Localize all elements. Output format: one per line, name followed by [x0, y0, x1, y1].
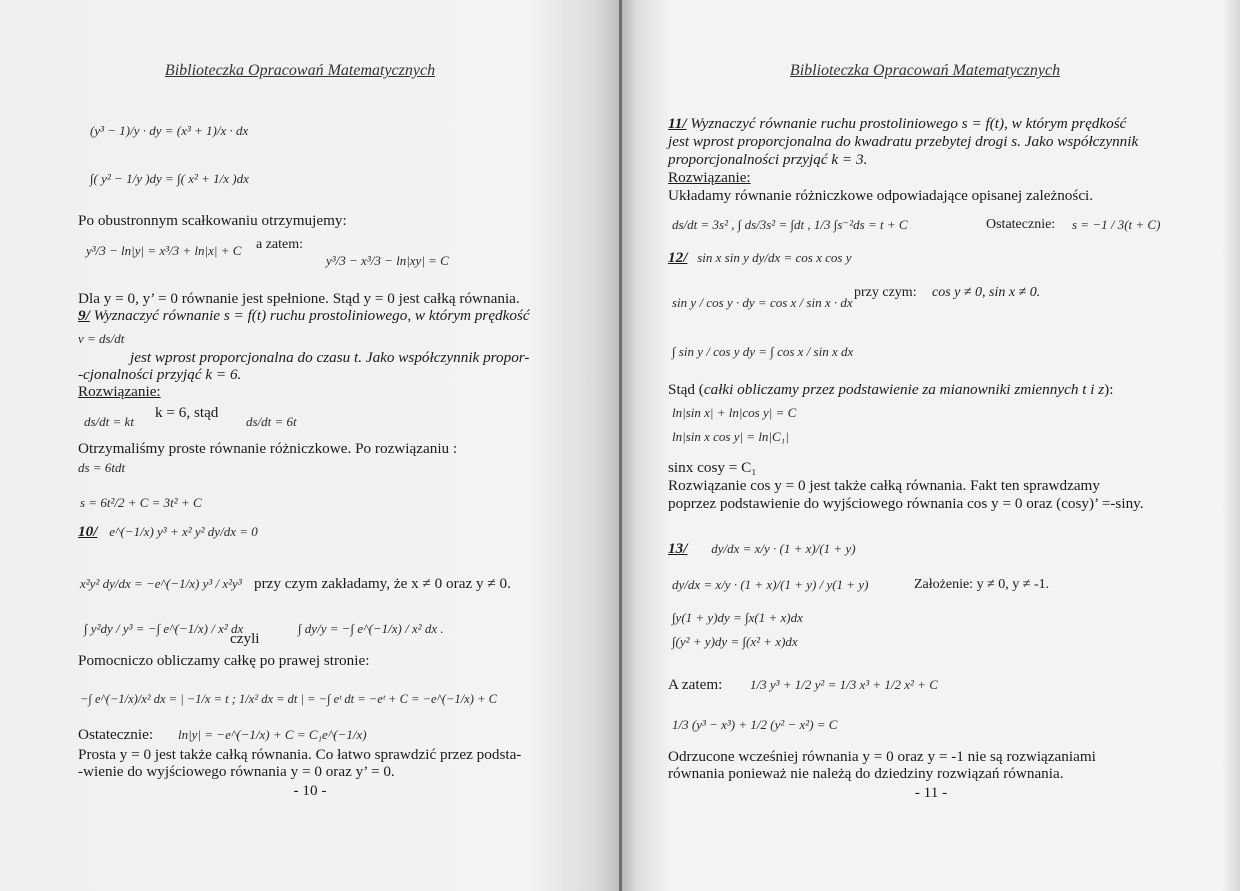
equation: ∫ dy/y = −∫ e^(−1/x) / x² dx . [298, 621, 444, 636]
text-line: przy czym zakładamy, że x ≠ 0 oraz y ≠ 0. [254, 575, 511, 592]
equation: sin x sin y dy/dx = cos x cos y [697, 250, 852, 265]
text-line: Ostatecznie: [78, 726, 154, 743]
exercise-number: 10/ [78, 523, 98, 540]
equation: ds/dt = 3s² , ∫ ds/3s² = ∫dt , 1/3 ∫s⁻²ds = t + C [672, 217, 908, 232]
page-header: Biblioteczka Opracowań Matematycznych [789, 62, 1061, 79]
text-line: a zatem: [256, 237, 304, 252]
equation: dy/dx = x/y · (1 + x)/(1 + y) [711, 541, 856, 556]
exercise-line [78, 307, 530, 324]
equation: ln|sin x| + ln|cos y| = C [672, 405, 797, 420]
equation: ds/dt = kt [84, 414, 134, 429]
equation: dy/dx = x/y · (1 + x)/(1 + y) / y(1 + y) [672, 577, 869, 592]
exercise-line [668, 249, 851, 266]
text-line: Stąd (całki obliczamy przez podstawienie za mianowniki zmiennych t i z): [668, 381, 1114, 398]
equation: ds = 6tdt [78, 460, 126, 475]
text-line: Po obustronnym scałkowaniu otrzymujemy: [78, 212, 347, 229]
equation: (y³ − 1)/y · dy = (x³ + 1)/x · dx [90, 123, 249, 138]
text-line: Dla y = 0, y’ = 0 równanie jest spełnione. Stąd y = 0 jest całką równania. [78, 290, 520, 307]
text-line: Rozwiązanie cos y = 0 jest także całką równania. Fakt ten sprawdzamy [668, 477, 1100, 494]
solution-label: Rozwiązanie: [78, 383, 161, 400]
equation: ds/dt = 6t [246, 414, 297, 429]
equation: ∫(y² + y)dy = ∫(x² + x)dx [672, 634, 798, 649]
equation: y³/3 − ln|y| = x³/3 + ln|x| + C [86, 243, 242, 258]
text-line: równania ponieważ nie należą do dziedziny rozwiązań równania. [668, 765, 1064, 782]
exercise-line [668, 115, 1126, 132]
text-line: k = 6, stąd [155, 404, 219, 421]
equation: y³/3 − x³/3 − ln|xy| = C [326, 253, 449, 268]
right-page [622, 0, 1240, 891]
text-line: Pomocniczo obliczamy całkę po prawej stronie: [78, 652, 370, 669]
text-line: sinx cosy = C₁ [668, 459, 757, 476]
exercise-number: 13/ [668, 540, 688, 557]
exercise-text: jest wprost proporcjonalna do kwadratu przebytej drogi s. Jako współczynnik [668, 133, 1139, 150]
exercise-number: 11/ [668, 115, 687, 132]
equation: 1/3 y³ + 1/2 y² = 1/3 x³ + 1/2 x² + C [750, 677, 938, 692]
equation: e^(−1/x) y³ + x² y² dy/dx = 0 [109, 524, 258, 539]
page-header: Biblioteczka Opracowań Matematycznych [164, 62, 436, 79]
exercise-number: 12/ [668, 249, 688, 266]
equation: ∫ y²dy / y³ = −∫ e^(−1/x) / x² dx [84, 621, 244, 636]
text-line: -wienie do wyjściowego równania y = 0 oraz y’ = 0. [78, 763, 395, 780]
equation: ln|y| = −e^(−1/x) + C = C₁e^(−1/x) [178, 727, 367, 742]
text-line: cos y ≠ 0, sin x ≠ 0. [932, 285, 1041, 300]
text-line: poprzez podstawienie do wyjściowego równania cos y = 0 oraz (cosy)’ =-siny. [668, 495, 1144, 512]
text-line: przy czym: [854, 285, 917, 300]
text-line: A zatem: [668, 676, 723, 693]
text-line: Ostatecznie: [986, 217, 1056, 232]
text-line: Otrzymaliśmy proste równanie różniczkowe. Po rozwiązaniu : [78, 440, 458, 457]
equation: ∫ sin y / cos y dy = ∫ cos x / sin x dx [672, 344, 854, 359]
text-line: Prosta y = 0 jest także całką równania. Co łatwo sprawdzić przez podsta- [78, 746, 522, 763]
equation: ∫y(1 + y)dy = ∫x(1 + x)dx [672, 610, 803, 625]
exercise-line [668, 540, 856, 557]
exercise-text: -cjonalności przyjąć k = 6. [78, 366, 242, 383]
page-number: - 10 - [293, 782, 327, 799]
exercise-number: 9/ [78, 307, 90, 324]
page-number: - 11 - [914, 784, 948, 801]
text-line: Założenie: y ≠ 0, y ≠ -1. [914, 577, 1050, 592]
text-line: Odrzucone wcześniej równania y = 0 oraz y = -1 nie są rozwiązaniami [668, 748, 1096, 765]
text-line: Układamy równanie różniczkowe odpowiadające opisanej zależności. [668, 187, 1094, 204]
exercise-line [78, 523, 258, 540]
exercise-text: jest wprost proporcjonalna do czasu t. Jako współczynnik propor- [130, 349, 530, 366]
exercise-text: Wyznaczyć równanie ruchu prostoliniowego s = f(t), w którym prędkość [690, 115, 1127, 132]
exercise-text: Wyznaczyć równanie s = f(t) ruchu prostoliniowego, w którym prędkość [93, 307, 530, 324]
equation: s = −1 / 3(t + C) [1072, 217, 1161, 232]
equation: sin y / cos y · dy = cos x / sin x · dx [672, 295, 853, 310]
equation: ∫( y² − 1/y )dy = ∫( x² + 1/x )dx [90, 171, 249, 186]
equation: −∫ e^(−1/x)/x² dx = | −1/x = t ; 1/x² dx = dt | = −∫ eᵗ dt = −eᵗ + C = −e^(−1/x) + C [80, 692, 497, 706]
equation: x²y² dy/dx = −e^(−1/x) y³ / x²y³ [80, 576, 242, 591]
exercise-text: proporcjonalności przyjąć k = 3. [668, 151, 868, 168]
solution-label: Rozwiązanie: [668, 169, 751, 186]
equation: v = ds/dt [78, 331, 125, 346]
equation: 1/3 (y³ − x³) + 1/2 (y² − x²) = C [672, 717, 838, 732]
equation: ln|sin x cos y| = ln|C₁| [672, 429, 789, 444]
text-line: czyli [230, 630, 260, 647]
equation: s = 6t²/2 + C = 3t² + C [80, 495, 202, 510]
